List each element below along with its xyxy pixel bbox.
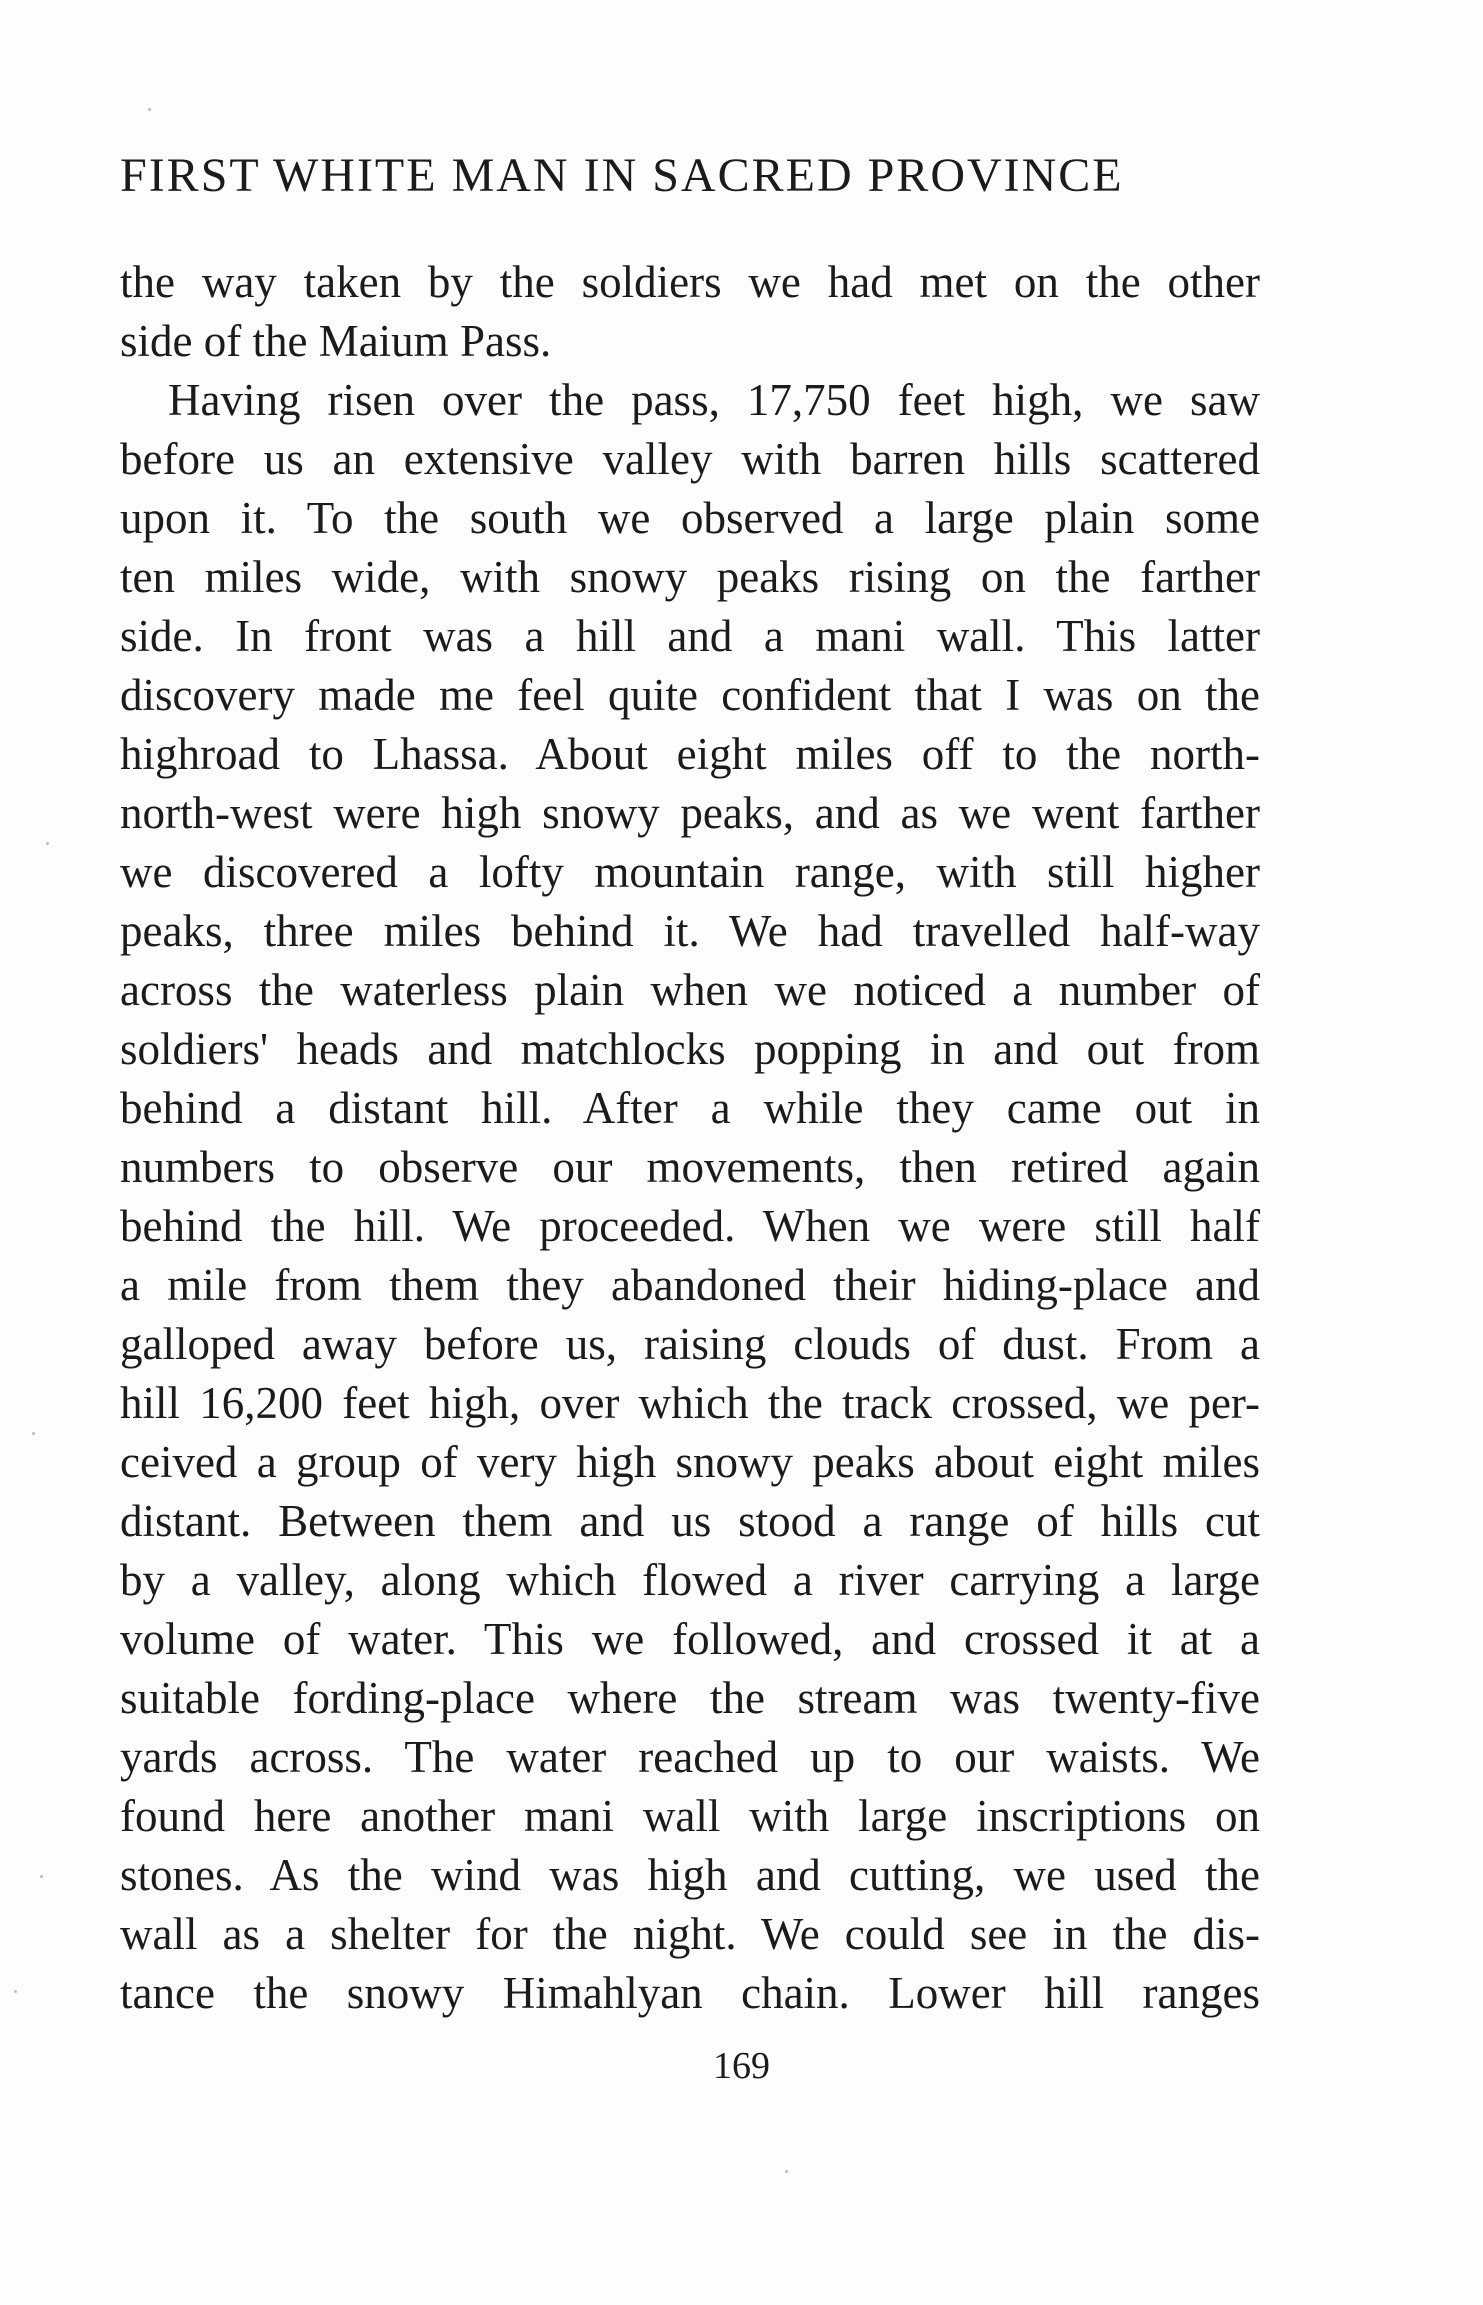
paper-speck [785,2170,788,2173]
text-line: the way taken by the soldiers we had met on the other [120,257,1260,307]
text-line: found here another mani wall with large inscriptions on [120,1791,1260,1841]
text-line: ceived a group of very high snowy peaks about eight miles [120,1437,1260,1487]
text-line: hill 16,200 feet high, over which the track crossed, we per- [120,1378,1260,1428]
text-line: north-west were high snowy peaks, and as we went farther [120,788,1260,838]
paper-speck [148,108,151,111]
text-line: galloped away before us, raising clouds of dust. From a [120,1319,1260,1369]
text-line: volume of water. This we followed, and crossed it at a [120,1614,1260,1664]
paper-speck [46,842,49,845]
text-line: we discovered a lofty mountain range, with still higher [120,847,1260,897]
text-line: side. In front was a hill and a mani wall. This latter [120,611,1260,661]
paper-speck [40,1875,43,1878]
text-line: before us an extensive valley with barren hills scattered [120,434,1260,484]
running-head: FIRST WHITE MAN IN SACRED PROVINCE [120,149,1124,202]
text-line: side of the Maium Pass. [120,316,552,366]
text-line: by a valley, along which flowed a river carrying a large [120,1555,1260,1605]
text-line: suitable fording-place where the stream was twenty-five [120,1673,1260,1723]
text-line: distant. Between them and us stood a range of hills cut [120,1496,1260,1546]
text-line: across the waterless plain when we noticed a number of [120,965,1260,1015]
text-line: soldiers' heads and matchlocks popping in and out from [120,1024,1260,1074]
text-line: behind a distant hill. After a while they came out in [120,1083,1260,1133]
paper-speck [32,1432,35,1435]
text-line: numbers to observe our movements, then retired again [120,1142,1260,1192]
text-line: ten miles wide, with snowy peaks rising on the farther [120,552,1260,602]
text-line: wall as a shelter for the night. We could see in the dis- [120,1909,1260,1959]
text-line: Having risen over the pass, 17,750 feet high, we saw [168,375,1260,425]
text-line: yards across. The water reached up to our waists. We [120,1732,1260,1782]
text-line: tance the snowy Himahlyan chain. Lower hill ranges [120,1968,1260,2018]
text-line: peaks, three miles behind it. We had travelled half-way [120,906,1260,956]
text-line: upon it. To the south we observed a large plain some [120,493,1260,543]
text-line: stones. As the wind was high and cutting, we used the [120,1850,1260,1900]
text-line: highroad to Lhassa. About eight miles off to the north- [120,729,1260,779]
text-line: a mile from them they abandoned their hiding-place and [120,1260,1260,1310]
paper-speck [14,1990,17,1993]
page-number: 169 [713,2045,770,2087]
text-line: discovery made me feel quite confident that I was on the [120,670,1260,720]
body-text [120,253,1260,2023]
text-line: behind the hill. We proceeded. When we were still half [120,1201,1260,1251]
